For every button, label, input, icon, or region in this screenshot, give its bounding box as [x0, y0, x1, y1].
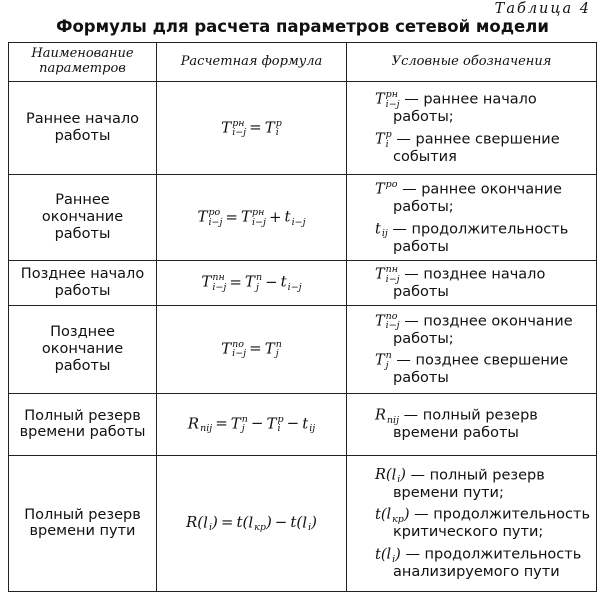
notation-cell: R nij — полный резерв времени работы	[347, 393, 597, 455]
formula: T пн i−j = T п j − t i−j	[201, 272, 302, 293]
param-name: Полный резерв времени пути	[9, 455, 157, 591]
definition-text: — полный резерв	[410, 467, 545, 484]
definition-text: работы;	[393, 330, 454, 347]
definition-text: работы;	[393, 198, 454, 215]
formula-cell	[157, 261, 347, 306]
table-row	[9, 82, 597, 175]
formula: R(l i ) = t(l кр ) − t(l i )	[186, 513, 317, 534]
notation-cell: T пн i−j — позднее начало работы	[347, 261, 597, 306]
formula-cell	[157, 455, 347, 591]
definition-text: — продолжительность	[405, 546, 582, 563]
definition-text: — продолжительность	[414, 506, 590, 523]
table-row	[9, 305, 597, 393]
formula: T по i−j = T п j	[221, 338, 282, 360]
notation-cell: T рн i−j — раннее начало работы; T р i — раннее свершение события	[347, 82, 597, 175]
definition-text: работы	[393, 238, 449, 255]
table-title: Формулы для расчета параметров сетевой модели	[56, 17, 549, 36]
table-number: Таблица 4	[494, 1, 591, 17]
definition-text: работы	[393, 370, 449, 387]
definition-text: — позднее свершение	[396, 352, 569, 369]
notation-cell: T ро — раннее окончание работы; t ij — продолжительность работы	[347, 175, 597, 261]
notation-cell: T по i−j — позднее окончание работы; T п j — позднее свершение работы	[347, 305, 597, 393]
param-name: Позднее начало работы	[9, 261, 157, 306]
column-header-notation: Условные обозначения	[347, 43, 597, 82]
definition-text: критического пути;	[393, 524, 544, 541]
table-row	[9, 455, 597, 591]
table-row	[9, 393, 597, 455]
formula-cell	[157, 393, 347, 455]
definition-text: — раннее свершение	[396, 131, 560, 148]
formula-cell	[157, 175, 347, 261]
definition-text: времени работы	[393, 425, 519, 442]
definition-text: времени пути;	[393, 484, 504, 501]
formula: T рн i−j = T р i	[221, 117, 282, 138]
column-header-formula: Расчетная формула	[157, 43, 347, 82]
table-row	[9, 261, 597, 306]
formula: T ро i−j = T рн i−j + t i−j	[197, 207, 306, 228]
definition-text: работы	[393, 284, 449, 300]
definition-text: анализируемого пути	[393, 564, 560, 580]
header-row	[9, 43, 597, 82]
column-header-name: Наименование параметров	[9, 43, 157, 82]
notation-cell: R(l i ) — полный резерв времени пути; t(l кр ) — продолжительность критического пути; t(l i ) — продолжительность анализируемого пути	[347, 455, 597, 591]
table-row	[9, 175, 597, 261]
param-name: Раннее окончание работы	[9, 175, 157, 261]
param-name: Позднее окончание работы	[9, 305, 157, 393]
formula: R nij = T п j − T р i − t ij	[187, 413, 316, 435]
formulas-table	[8, 42, 597, 592]
definition-text: — полный резерв	[403, 407, 538, 424]
param-name: Полный резерв времени работы	[9, 393, 157, 455]
formula-cell	[157, 82, 347, 175]
definition-text: события	[393, 149, 457, 165]
definition-text: — позднее начало	[404, 266, 546, 283]
formula-cell	[157, 305, 347, 393]
definition-text: работы;	[393, 109, 454, 126]
definition-text: — раннее окончание	[402, 181, 562, 198]
definition-text: — раннее начало	[404, 91, 537, 108]
definition-text: — продолжительность	[392, 221, 569, 237]
param-name: Раннее начало работы	[9, 82, 157, 175]
definition-text: — позднее окончание	[404, 313, 573, 329]
